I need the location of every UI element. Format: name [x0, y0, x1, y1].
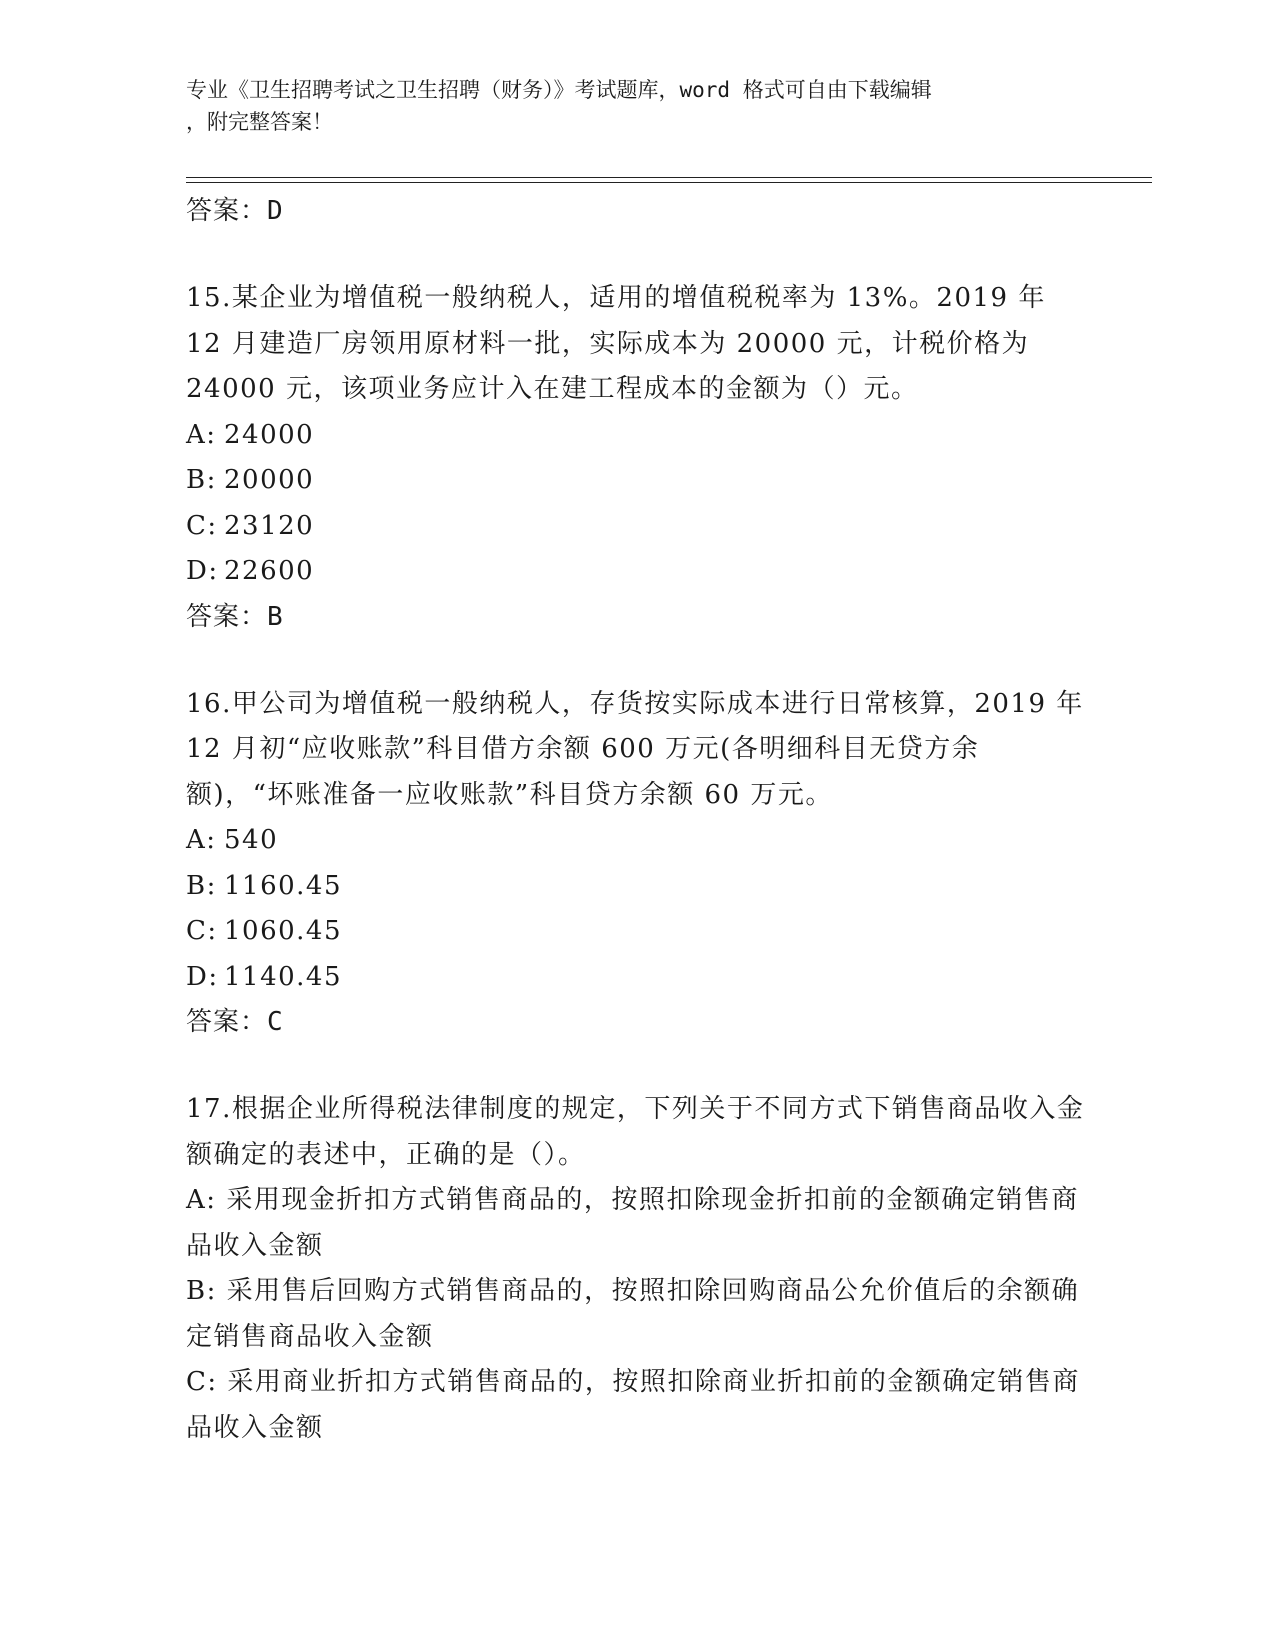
header-line-1: 专业《卫生招聘考试之卫生招聘（财务）》考试题库，word 格式可自由下载编辑 — [186, 78, 932, 102]
option-b — [186, 1269, 1086, 1360]
question-answer: 答案：B — [186, 601, 284, 632]
previous-answer: 答案：D — [186, 196, 284, 226]
option-text: 1140.45 — [224, 961, 343, 992]
option-c — [186, 909, 1086, 955]
option-text: 1060.45 — [224, 916, 343, 946]
question-15 — [186, 276, 1086, 640]
option-a — [186, 818, 1086, 864]
question-list — [186, 189, 1086, 1451]
option-label: B: — [186, 465, 217, 495]
option-text: 采用售后回购方式销售商品的，按照扣除回购商品公允价值后的余额确定销售商品收入金额 — [186, 1276, 1080, 1352]
option-text: 540 — [224, 825, 279, 855]
option-a — [186, 1178, 1086, 1269]
header-divider-top — [186, 177, 1152, 178]
option-label: D: — [186, 961, 219, 992]
option-label: A: — [186, 1185, 217, 1215]
option-text: 20000 — [224, 465, 315, 495]
option-c — [186, 504, 1086, 550]
option-label: C: — [186, 510, 218, 541]
header-divider-bottom — [186, 182, 1152, 183]
spacer — [186, 234, 1086, 276]
option-text: 采用商业折扣方式销售商品的，按照扣除商业折扣前的金额确定销售商品收入金额 — [186, 1367, 1080, 1443]
question-17 — [186, 1087, 1086, 1451]
option-c — [186, 1360, 1086, 1451]
question-16 — [186, 682, 1086, 1046]
option-text: 采用现金折扣方式销售商品的，按照扣除现金折扣前的金额确定销售商品收入金额 — [186, 1185, 1079, 1261]
option-b — [186, 458, 1086, 504]
spacer — [186, 640, 1086, 682]
option-a — [186, 413, 1086, 459]
option-text: 24000 — [224, 419, 315, 450]
option-label: C: — [186, 1367, 218, 1397]
option-label: B: — [186, 1276, 217, 1306]
header-line-2: ，附完整答案！ — [186, 110, 333, 134]
option-label: A: — [186, 825, 217, 855]
option-d — [186, 955, 1086, 1001]
option-label: C: — [186, 916, 218, 946]
option-text: 22600 — [224, 556, 315, 586]
option-text: 1160.45 — [224, 870, 343, 901]
option-b — [186, 864, 1086, 910]
option-label: D: — [186, 556, 219, 586]
question-text: 17.根据企业所得税法律制度的规定，下列关于不同方式下销售商品收入金额确定的表述中，正确的是（）。 — [186, 1094, 1085, 1170]
spacer — [186, 1045, 1086, 1087]
option-label: B: — [186, 870, 217, 901]
option-label: A: — [186, 419, 217, 450]
page-header — [186, 74, 1086, 138]
question-answer: 答案：C — [186, 1007, 284, 1037]
option-text: 23120 — [224, 510, 315, 541]
question-text: 15.某企业为增值税一般纳税人，适用的增值税税率为 13%。2019 年 12 月建造厂房领用原材料一批，实际成本为 20000 元，计税价格为 24000 元，该项业务应计入在建工程成本的金额为（）元。 — [186, 283, 1046, 404]
question-text: 16.甲公司为增值税一般纳税人，存货按实际成本进行日常核算，2019 年 12 月初“应收账款”科目借方余额 600 万元(各明细科目无贷方余额)，“坏账准备一应收账款”科目贷方余额 60 万元。 — [186, 688, 1084, 810]
option-d — [186, 549, 1086, 595]
